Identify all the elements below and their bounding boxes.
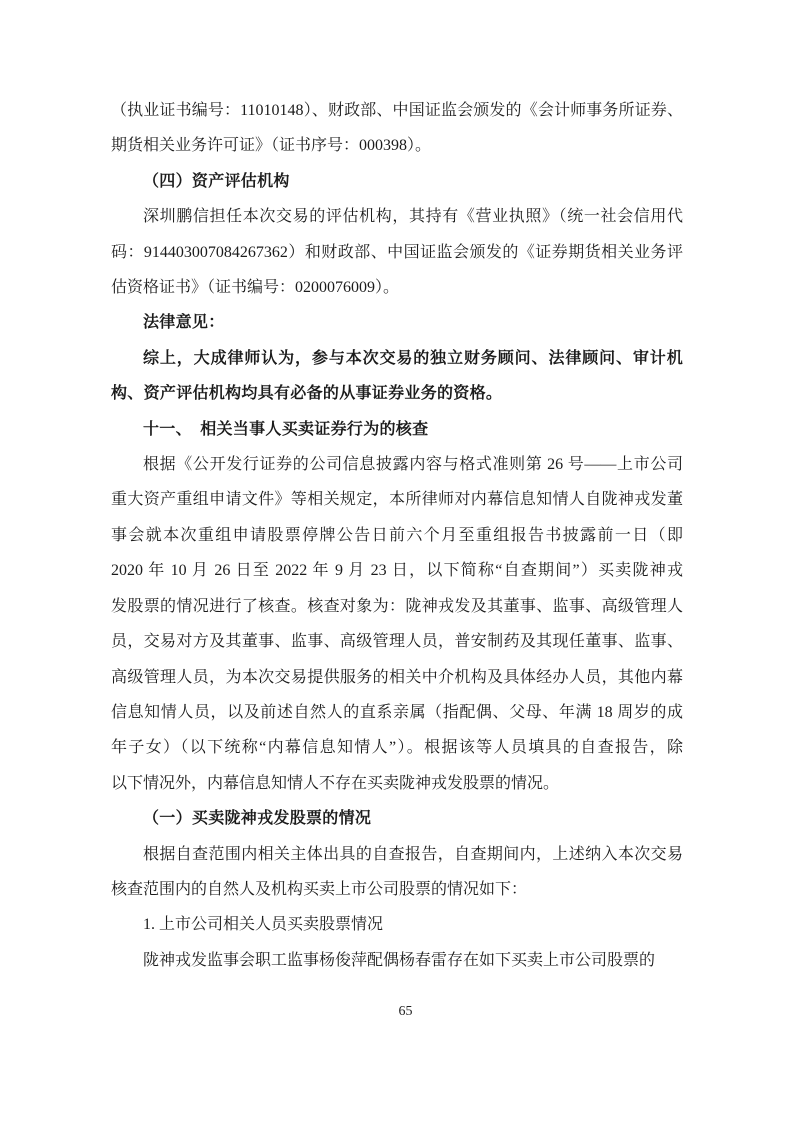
paragraph-insider-trading-check-scope: [111, 447, 683, 801]
text-line: 综上，大成律师认为，参与本次交易的独立财务顾问、法律顾问、审计机: [143, 349, 683, 367]
heading-legal-opinion: [111, 305, 683, 340]
text-line: 深圳鹏信担任本次交易的评估机构，其持有《营业执照》（统一社会信用代: [143, 208, 683, 226]
page-number: 65: [398, 1004, 413, 1019]
paragraph-supervisor-spouse-trading: [111, 943, 683, 978]
text-line: 高级管理人员，为本次交易提供服务的相关中介机构及具体经办人员，其他内幕: [111, 668, 683, 686]
text-line: 十一、 相关当事人买卖证券行为的核查: [143, 420, 429, 438]
text-line: 重大资产重组申请文件》等相关规定，本所律师对内幕信息知情人自陇神戎发董: [111, 491, 683, 509]
text-line: 陇神戎发监事会职工监事杨俊萍配偶杨春雷存在如下买卖上市公司股票的: [143, 951, 656, 969]
text-line: 年子女）（以下统称“内幕信息知情人”）。根据该等人员填具的自查报告，除: [111, 739, 683, 757]
heading-section-11-securities-trading-check: [111, 412, 683, 447]
document-body: [111, 93, 683, 978]
text-line: 期货相关业务许可证》（证书序号：000398）。: [111, 137, 432, 155]
paragraph-appraisal-agency-qualifications: [111, 199, 683, 305]
text-line: 估资格证书》（证书编号：0200076009）。: [111, 279, 400, 297]
text-line: （执业证书编号：11010148）、财政部、中国证监会颁发的《会计师事务所证券、: [111, 102, 683, 119]
text-line: 2020 年 10 月 26 日至 2022 年 9 月 23 日，以下简称“自查期间”）买卖陇神戎: [111, 562, 683, 580]
text-line: （一）买卖陇神戎发股票的情况: [143, 810, 372, 828]
text-line: 构、资产评估机构均具有必备的从事证券业务的资格。: [111, 385, 503, 403]
text-line: 事会就本次重组申请股票停牌公告日前六个月至重组报告书披露前一日（即: [111, 526, 683, 544]
paragraph-audit-firm-licenses: [111, 93, 683, 164]
text-line: 根据自查范围内相关主体出具的自查报告，自查期间内，上述纳入本次交易: [143, 845, 683, 863]
text-line: （四）资产评估机构: [143, 172, 290, 190]
text-line: 法律意见：: [143, 314, 225, 332]
heading-section-4-asset-appraisal-agency: [111, 164, 683, 199]
text-line: 核查范围内的自然人及机构买卖上市公司股票的情况如下：: [111, 880, 528, 898]
text-line: 根据《公开发行证券的公司信息披露内容与格式准则第 26 号——上市公司: [143, 456, 683, 474]
text-line: 1. 上市公司相关人员买卖股票情况: [143, 916, 384, 934]
text-line: 码：914403007084267362）和财政部、中国证监会颁发的《证券期货相关业务评: [111, 243, 683, 261]
text-line: 员，交易对方及其董事、监事、高级管理人员，普安制药及其现任董事、监事、: [111, 633, 683, 651]
text-line: 发股票的情况进行了核查。核查对象为：陇神戎发及其董事、监事、高级管理人: [111, 597, 683, 615]
heading-subsection-1-stock-trading: [111, 801, 683, 836]
subheading-listed-company-personnel-trading: [111, 907, 683, 942]
text-line: 以下情况外，内幕信息知情人不存在买卖陇神戎发股票的情况。: [111, 774, 560, 792]
paragraph-legal-opinion-conclusion: [111, 341, 683, 412]
text-line: 信息知情人员，以及前述自然人的直系亲属（指配偶、父母、年满 18 周岁的成: [111, 703, 683, 721]
paragraph-self-check-reports-summary: [111, 837, 683, 908]
